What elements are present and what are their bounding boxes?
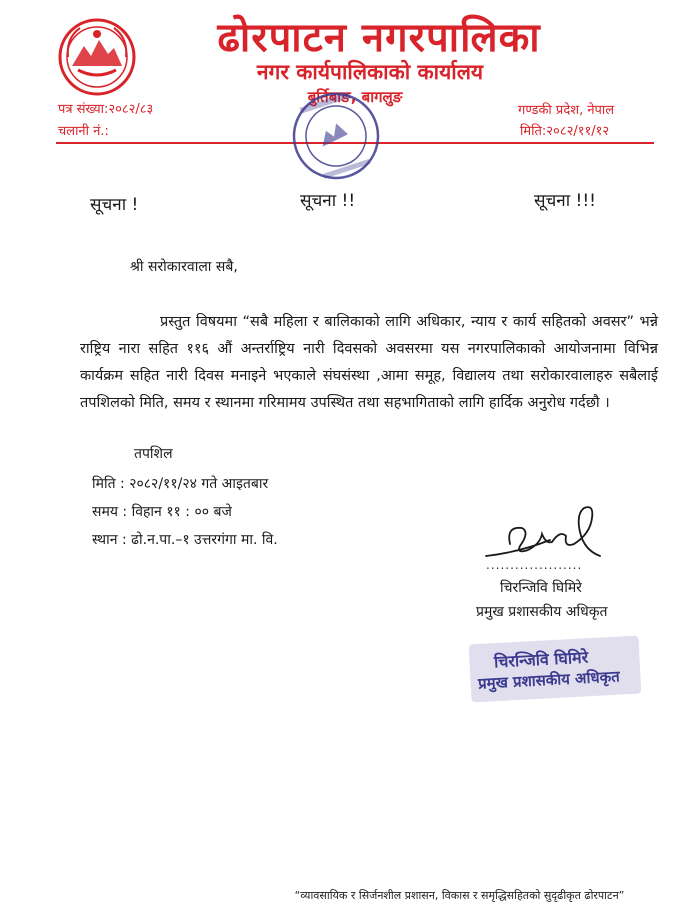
footer-motto — [0, 888, 699, 903]
organization-name: ढोरपाटन नगरपालिका — [217, 15, 541, 61]
signer-name: चिरन्जिवि घिमिरे — [500, 580, 582, 596]
footer-motto-text: “व्यावसायिक र सिर्जनशील प्रशासन, विकास र समृद्धिसहितको सुदृढीकृत ढोरपाटन” — [294, 889, 625, 902]
office-address: बुर्तिबाङ, बागलुङ — [307, 88, 403, 106]
seal-name: चिरन्जिवि घिमिरे — [493, 647, 589, 672]
schedule-heading: तपशिल — [134, 446, 173, 462]
office-name: नगर कार्यपालिकाको कार्यालय — [256, 60, 484, 84]
schedule-time: समय : विहान ११ : ०० बजे — [92, 504, 232, 520]
schedule-place: स्थान : ढो.न.पा.–१ उत्तरगंगा मा. वि. — [92, 532, 278, 548]
notice-heading-3: सूचना !!! — [534, 191, 596, 211]
signature-line: .................... — [486, 558, 583, 572]
salutation: श्री सरोकारवाला सबै, — [130, 259, 238, 275]
province-address: गण्डकी प्रदेश, नेपाल — [518, 103, 615, 118]
reference-number: पत्र संख्या:२०८२/८३ — [58, 102, 154, 117]
letter-date: मिति:२०८२/११/१२ — [520, 124, 610, 139]
seal-title: प्रमुख प्रशासकीय अधिकृत — [477, 667, 621, 693]
signer-title: प्रमुख प्रशासकीय अधिकृत — [476, 604, 608, 620]
notice-heading-1: सूचना ! — [90, 195, 139, 215]
dispatch-number: चलानी नं.: — [58, 124, 109, 139]
office-stamp-icon — [290, 90, 382, 182]
schedule-date: मिति : २०८२/११/२४ गते आइतबार — [92, 476, 269, 492]
notice-heading-2: सूचना !! — [300, 191, 356, 211]
notice-body: प्रस्तुत विषयमा “सबै महिला र बालिकाको लागि अधिकार, न्याय र कार्य सहितको अवसर” भन्ने राष्ट्रिय नारा सहित ११६ औं अन्तर्राष्ट्रिय नारी दिवसको अवसरमा यस नगरपालिकाको आयोजनामा विभिन्न कार्यक्रम सहित नारी दिवस मनाइने भएकाले संघसंस्था ,आमा समूह, विद्यालय तथा सरोकारवालाहरु सबैलाई तपशिलको मिति, समय र स्थानमा गरिमामय उपस्थित तथा सहभागिताको लागि हार्दिक अनुरोध गर्दछौ । — [80, 314, 658, 411]
nepal-emblem-icon — [58, 18, 136, 96]
